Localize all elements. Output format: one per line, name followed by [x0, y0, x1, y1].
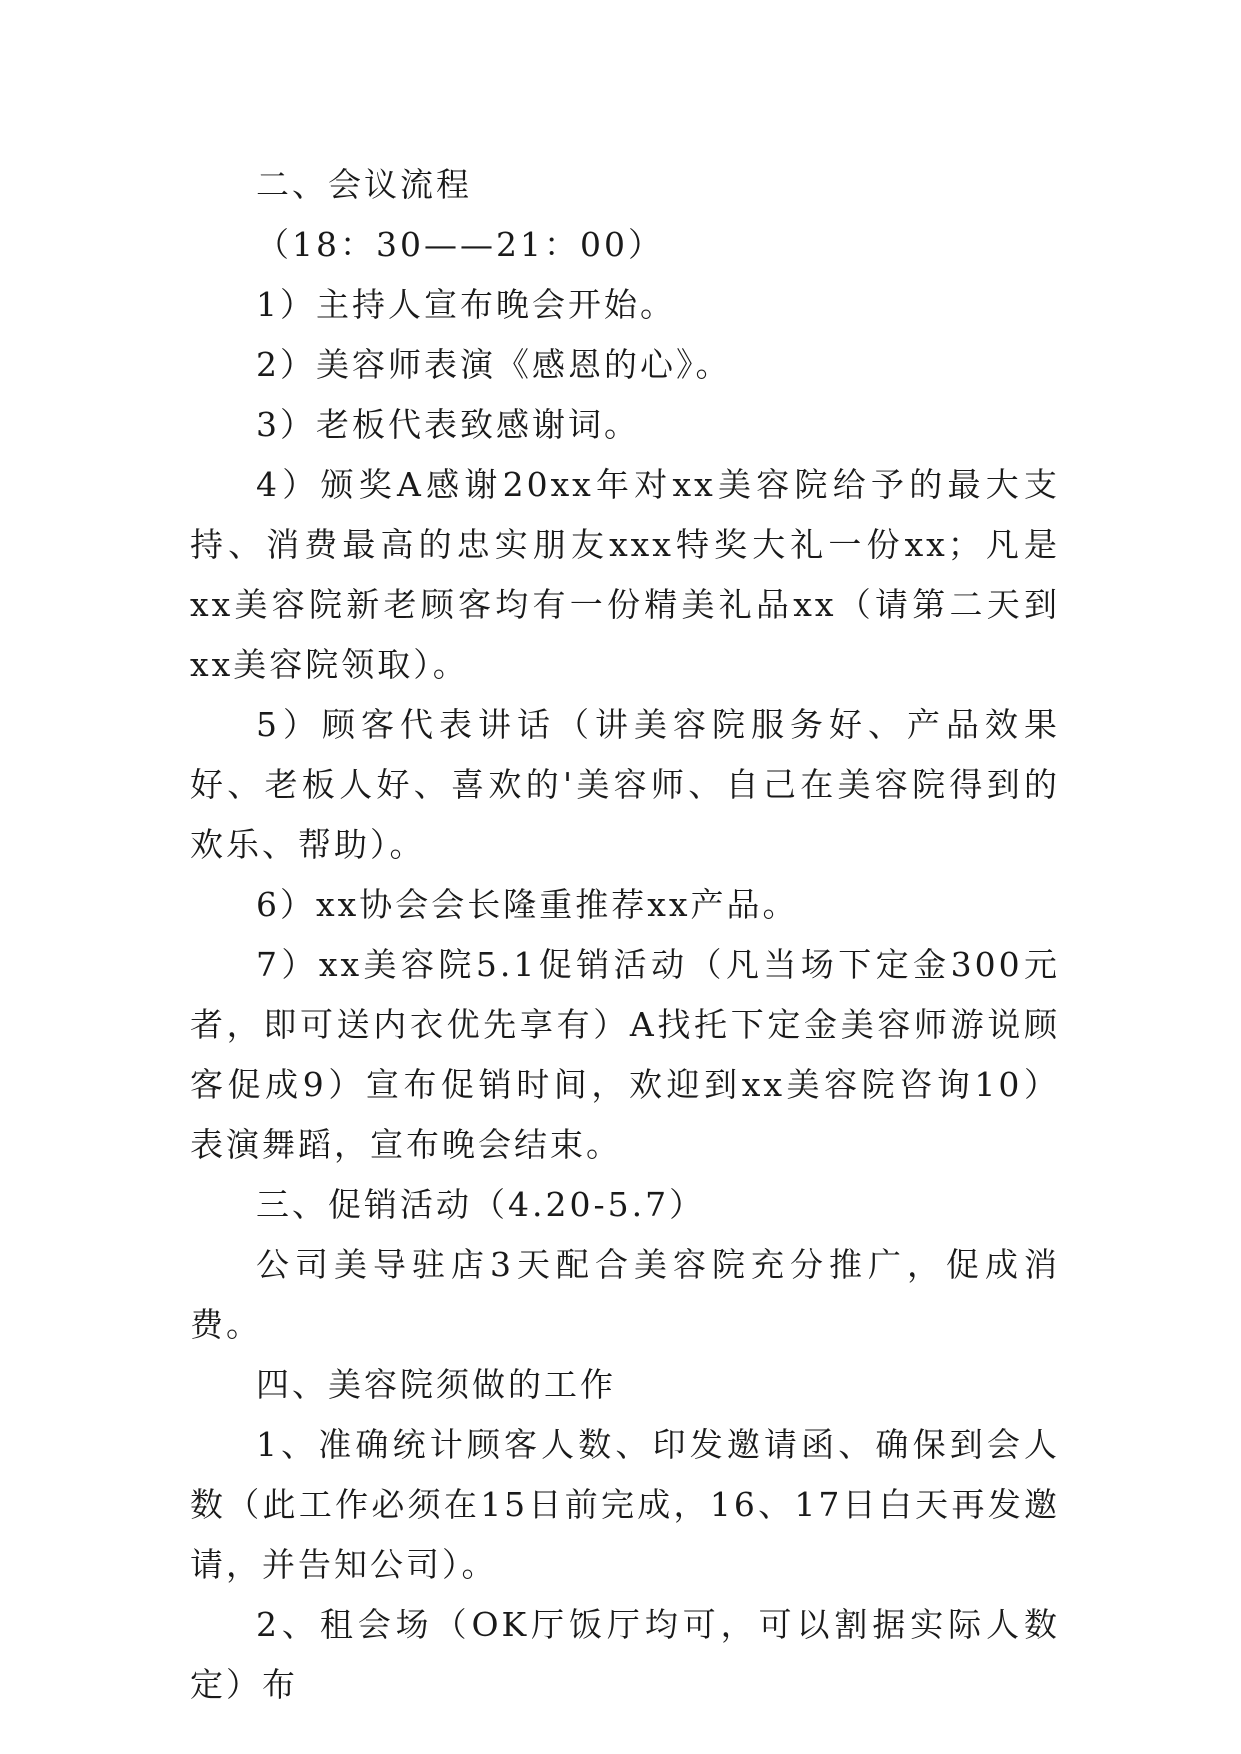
- paragraph-item-7: 7）xx美容院5.1促销活动（凡当场下定金300元者，即可送内衣优先享有）A找托下定金美容师游说顾客促成9）宣布促销时间，欢迎到xx美容院咨询10）表演舞蹈，宣布晚会结束。: [190, 945, 1060, 1164]
- paragraph-work-2: 2、租会场（OK厅饭厅均可，可以割据实际人数定）布: [190, 1605, 1060, 1704]
- section-heading-promotion: 三、促销活动（4.20-5.7）: [256, 1185, 706, 1224]
- paragraph-item-1: 1）主持人宣布晚会开始。: [256, 285, 676, 324]
- section-heading-meeting-process: 二、会议流程: [256, 165, 472, 204]
- paragraph-item-2: 2）美容师表演《感恩的心》。: [256, 345, 732, 384]
- meeting-time: （18：30——21：00）: [256, 225, 664, 264]
- paragraph-work-1: 1、准确统计顾客人数、印发邀请函、确保到会人数（此工作必须在15日前完成，16、17日白天再发邀请，并告知公司）。: [190, 1425, 1060, 1584]
- document-body: [190, 155, 1060, 1715]
- paragraph-promotion-detail: 公司美导驻店3天配合美容院充分推广，促成消费。: [190, 1245, 1060, 1344]
- paragraph-item-6: 6）xx协会会长隆重推荐xx产品。: [256, 885, 799, 924]
- section-heading-salon-work: 四、美容院须做的工作: [256, 1365, 616, 1404]
- paragraph-item-4: 4）颁奖A感谢20xx年对xx美容院给予的最大支持、消费最高的忠实朋友xxx特奖大礼一份xx；凡是xx美容院新老顾客均有一份精美礼品xx（请第二天到xx美容院领取）。: [190, 465, 1060, 684]
- paragraph-item-3: 3）老板代表致感谢词。: [256, 405, 640, 444]
- paragraph-item-5: 5）顾客代表讲话（讲美容院服务好、产品效果好、老板人好、喜欢的'美容师、自己在美容院得到的欢乐、帮助）。: [190, 705, 1060, 864]
